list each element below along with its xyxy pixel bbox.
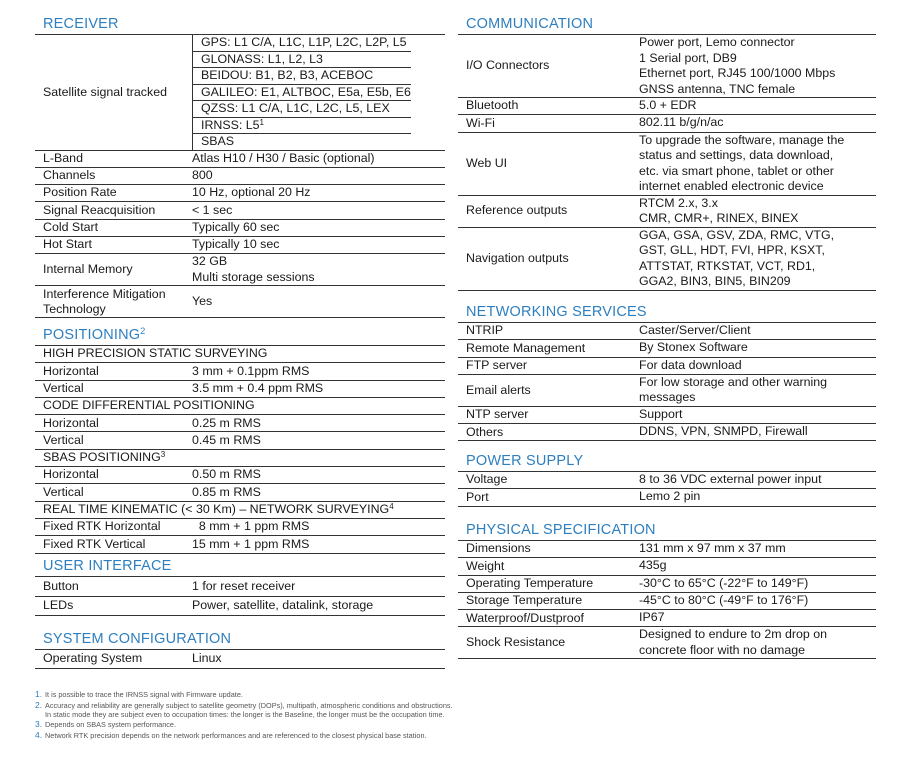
power-supply-value (639, 489, 700, 505)
networking-value-line: Support (639, 406, 683, 421)
physical-value (639, 593, 808, 609)
networking-value (639, 358, 742, 374)
receiver-label: Hot Start (43, 237, 92, 252)
receiver-label: Position Rate (43, 185, 117, 200)
communication-label: Wi-Fi (466, 115, 495, 130)
positioning-label: Vertical (43, 380, 84, 395)
communication-row (458, 196, 876, 228)
power-supply-value (639, 472, 822, 488)
networking-value (639, 340, 748, 356)
communication-value-line: GGA, GSA, GSV, ZDA, RMC, VTG, (639, 227, 835, 242)
satellite-signal-text: GLONASS: L1, L2, L3 (201, 51, 323, 66)
networking-label: FTP server (466, 357, 528, 372)
physical-rows (458, 541, 876, 659)
communication-value (639, 35, 835, 97)
communication-value-line: GNSS antenna, TNC female (639, 81, 796, 96)
system-configuration-rows (35, 650, 445, 669)
satellite-signal-item (193, 101, 411, 118)
satellite-signal-row (35, 35, 445, 151)
satellite-signal-footnote: 1 (259, 117, 264, 127)
physical-label: Storage Temperature (466, 593, 583, 608)
satellite-signal-text: BEIDOU: B1, B2, B3, ACEBOC (201, 68, 374, 82)
footnote-text: Accuracy and reliability are generally subject to satellite geometry (DOPs), multipath, atmospheric conditions and obstructions. In static mode they are subject even to occupation times: the longer is the Baseline, the longer must be the occupation time. (45, 700, 453, 719)
positioning-value: 3 mm + 0.1ppm RMS (192, 363, 310, 378)
interference-label: Interference Mitigation Technology (43, 286, 166, 316)
user-interface-row (35, 577, 445, 597)
physical-value-line: concrete floor with no damage (639, 642, 805, 657)
satellite-signal-text: IRNSS: L5 (201, 117, 260, 132)
positioning-label: Fixed RTK Horizontal (43, 519, 161, 534)
networking-label: NTRIP (466, 323, 504, 338)
satellite-signal-text: SBAS (201, 134, 235, 148)
communication-rows (458, 35, 876, 291)
positioning-group-heading (35, 450, 445, 467)
positioning-title (35, 325, 445, 346)
physical-row (458, 576, 876, 593)
networking-value-line: messages (639, 390, 696, 405)
footnote-text: It is possible to trace the IRNSS signal with Firmware update. (45, 690, 243, 699)
positioning-value: 3.5 mm + 0.4 ppm RMS (192, 380, 324, 395)
physical-row (458, 593, 876, 610)
positioning-group-heading (35, 398, 445, 415)
positioning-title-text: POSITIONING (43, 327, 141, 343)
positioning-label: Vertical (43, 484, 84, 499)
power-supply-row (458, 489, 876, 506)
footnote-number: 4. (35, 729, 43, 740)
footnote-text: Network RTK precision depends on the network performances and are referenced to the closest physical base station. (45, 730, 427, 740)
satellite-signal-text: QZSS: L1 C/A, L1C, L2C, L5, LEX (201, 101, 390, 115)
receiver-value: Typically 10 sec (192, 237, 280, 252)
internal-memory-value (192, 254, 315, 285)
positioning-label: Horizontal (43, 415, 99, 430)
physical-row (458, 610, 876, 627)
user-interface-label: Button (43, 578, 79, 593)
communication-value-line: CMR, CMR+, RINEX, BINEX (639, 211, 799, 226)
positioning-group-heading-text: CODE DIFFERENTIAL POSITIONING (43, 397, 255, 412)
communication-label: Bluetooth (466, 98, 519, 113)
user-interface-row (35, 597, 445, 617)
networking-value (639, 407, 682, 423)
physical-value-line: IP67 (639, 610, 665, 625)
communication-value-line: Ethernet port, RJ45 100/1000 Mbps (639, 66, 836, 80)
footnote-item (35, 731, 455, 740)
internal-memory-line: Multi storage sessions (192, 269, 315, 284)
networking-value-line: Caster/Server/Client (639, 323, 751, 337)
positioning-group-heading (35, 502, 445, 519)
footnote-item (35, 701, 455, 719)
communication-value-line: status and settings, data download, (639, 148, 834, 163)
networking-label: Others (466, 424, 504, 439)
power-supply-label: Port (466, 489, 489, 504)
networking-row (458, 424, 876, 441)
positioning-group-heading-text: SBAS POSITIONING (43, 449, 161, 464)
receiver-value: 800 (192, 168, 213, 183)
power-supply-value-line: Lemo 2 pin (639, 489, 701, 504)
physical-value (639, 541, 786, 557)
receiver-label: L-Band (43, 150, 83, 165)
networking-value (639, 323, 751, 339)
positioning-label: Horizontal (43, 363, 99, 378)
positioning-row (35, 536, 445, 553)
physical-section (458, 520, 876, 659)
communication-value-line: GGA2, BIN3, BIN5, BIN209 (639, 274, 791, 289)
receiver-value: Typically 60 sec (192, 220, 280, 235)
physical-label: Operating Temperature (466, 575, 594, 590)
satellite-signal-values (192, 35, 411, 150)
user-interface-rows (35, 577, 445, 616)
communication-section (458, 14, 876, 291)
user-interface-section (35, 556, 445, 616)
receiver-row (35, 220, 445, 237)
internal-memory-row (35, 254, 445, 286)
networking-value-line: For data download (639, 357, 742, 372)
satellite-signal-text: GALILEO: E1, ALTBOC, E5a, E5b, E6 (201, 84, 411, 99)
receiver-label: Cold Start (43, 220, 99, 235)
networking-label: Remote Management (466, 340, 586, 355)
communication-value (639, 98, 697, 114)
communication-value-line: Power port, Lemo connector (639, 35, 795, 49)
footnote-item (35, 690, 455, 699)
footnotes (35, 690, 455, 741)
communication-value (639, 115, 724, 131)
positioning-groups (35, 346, 445, 554)
positioning-group-heading-text: HIGH PRECISION STATIC SURVEYING (43, 346, 268, 360)
physical-value (639, 610, 665, 626)
networking-row (458, 340, 876, 357)
networking-row (458, 358, 876, 375)
networking-value-line: DDNS, VPN, SNMPD, Firewall (639, 424, 808, 439)
communication-value-line: To upgrade the software, manage the (639, 132, 845, 147)
networking-rows (458, 323, 876, 441)
receiver-row (35, 185, 445, 202)
positioning-row (35, 363, 445, 380)
physical-value (639, 576, 808, 592)
footnote-item (35, 720, 455, 729)
internal-memory-line: 32 GB (192, 254, 228, 269)
positioning-group-footnote: 3 (160, 449, 166, 459)
receiver-value: < 1 sec (192, 202, 233, 217)
physical-value (639, 627, 827, 658)
networking-row (458, 375, 876, 407)
positioning-group-heading-cell (35, 450, 165, 466)
communication-title: COMMUNICATION (458, 14, 876, 35)
physical-title: PHYSICAL SPECIFICATION (458, 520, 876, 541)
networking-label: Email alerts (466, 382, 531, 397)
receiver-value: 10 Hz, optional 20 Hz (192, 185, 311, 200)
power-supply-section (458, 451, 876, 507)
power-supply-row (458, 472, 876, 489)
physical-value-line: -30°C to 65°C (-22°F to 149°F) (639, 575, 809, 590)
networking-value-line: For low storage and other warning (639, 374, 828, 389)
power-supply-rows (458, 472, 876, 507)
footnote-number: 2. (35, 699, 43, 710)
communication-value-line: GST, GLL, HDT, FVI, HPR, KSXT, (639, 243, 825, 258)
physical-value-line: -45°C to 80°C (-49°F to 176°F) (639, 592, 809, 607)
interference-value: Yes (192, 294, 213, 309)
communication-row (458, 35, 876, 98)
power-supply-label: Voltage (466, 472, 508, 487)
networking-title: NETWORKING SERVICES (458, 302, 876, 323)
internal-memory-label: Internal Memory (43, 262, 133, 277)
satellite-signal-item (193, 52, 411, 69)
satellite-signal-label: Satellite signal tracked (43, 84, 167, 99)
networking-label: NTP server (466, 407, 529, 422)
communication-value-line: RTCM 2.x, 3.x (639, 195, 718, 210)
positioning-label: Vertical (43, 432, 84, 447)
networking-value-line: By Stonex Software (639, 340, 748, 355)
networking-row (458, 407, 876, 424)
communication-value-line: 802.11 b/g/n/ac (639, 115, 724, 130)
positioning-value: 0.25 m RMS (192, 415, 261, 430)
positioning-value: 0.45 m RMS (192, 432, 261, 447)
communication-value (639, 196, 798, 227)
networking-row (458, 323, 876, 340)
receiver-value: Atlas H10 / H30 / Basic (optional) (192, 150, 375, 165)
receiver-row (35, 151, 445, 168)
communication-value-line: 5.0 + EDR (639, 98, 697, 112)
footnote-number: 1. (35, 689, 43, 699)
user-interface-value: 1 for reset receiver (192, 578, 296, 593)
positioning-row (35, 381, 445, 398)
communication-label: Reference outputs (466, 203, 568, 218)
networking-section (458, 302, 876, 441)
physical-label: Waterproof/Dustproof (466, 610, 584, 625)
positioning-group-heading-text: REAL TIME KINEMATIC (< 30 Km) – NETWORK SURVEYING (43, 501, 390, 516)
system-configuration-title: SYSTEM CONFIGURATION (35, 629, 445, 650)
satellite-signal-item (193, 68, 411, 85)
positioning-group-heading-cell (35, 502, 394, 518)
positioning-label: Horizontal (43, 467, 99, 482)
positioning-value: 8 mm + 1 ppm RMS (192, 519, 310, 534)
physical-row (458, 627, 876, 659)
positioning-group-footnote: 4 (389, 501, 394, 511)
communication-row (458, 98, 876, 115)
networking-value (639, 424, 808, 440)
satellite-signal-text: GPS: L1 C/A, L1C, L1P, L2C, L2P, L5 (201, 35, 407, 49)
footnote-number: 3. (35, 719, 43, 729)
positioning-label: Fixed RTK Vertical (43, 536, 146, 551)
user-interface-label: LEDs (43, 598, 74, 612)
positioning-row (35, 432, 445, 449)
positioning-row (35, 415, 445, 432)
satellite-signal-item (193, 35, 411, 52)
communication-row (458, 115, 876, 132)
receiver-row (35, 202, 445, 219)
physical-value-line: 131 mm x 97 mm x 37 mm (639, 541, 786, 555)
positioning-value: 0.85 m RMS (192, 484, 261, 499)
physical-label: Weight (466, 558, 505, 573)
physical-row (458, 558, 876, 575)
physical-row (458, 541, 876, 558)
communication-value-line: internet enabled electronic device (639, 179, 824, 194)
communication-value-line: 1 Serial port, DB9 (639, 50, 737, 65)
receiver-title: RECEIVER (35, 14, 445, 35)
power-supply-value-line: 8 to 36 VDC external power input (639, 472, 822, 486)
positioning-row (35, 467, 445, 484)
networking-value (639, 375, 827, 406)
receiver-rows (35, 151, 445, 255)
communication-row (458, 228, 876, 291)
positioning-group-heading-cell (35, 398, 255, 414)
system-configuration-row (35, 650, 445, 669)
interference-row (35, 286, 445, 318)
communication-label: Web UI (466, 155, 508, 170)
physical-value-line: 435g (639, 558, 667, 573)
receiver-section (35, 14, 445, 318)
footnote-text: Depends on SBAS system performance. (45, 720, 177, 729)
positioning-title-footnote: 2 (140, 326, 146, 336)
communication-value-line: etc. via smart phone, tablet or other (639, 163, 834, 178)
positioning-group-heading (35, 346, 445, 363)
positioning-value: 0.50 m RMS (192, 467, 261, 482)
physical-label: Shock Resistance (466, 635, 566, 650)
physical-value (639, 558, 667, 574)
satellite-signal-item (193, 118, 411, 135)
physical-label: Dimensions (466, 541, 531, 556)
user-interface-value: Power, satellite, datalink, storage (192, 598, 374, 612)
receiver-row (35, 237, 445, 254)
satellite-signal-item (193, 85, 411, 102)
satellite-signal-item (193, 134, 411, 150)
communication-value-line: ATTSTAT, RTKSTAT, VCT, RD1, (639, 258, 816, 273)
positioning-row (35, 484, 445, 501)
system-configuration-label: Operating System (43, 651, 143, 666)
system-configuration-section (35, 629, 445, 669)
positioning-value: 15 mm + 1 ppm RMS (192, 536, 310, 551)
user-interface-title: USER INTERFACE (35, 556, 445, 577)
communication-value (639, 133, 844, 195)
communication-row (458, 133, 876, 196)
power-supply-title: POWER SUPPLY (458, 451, 876, 472)
communication-label: I/O Connectors (466, 58, 550, 73)
positioning-group-heading-cell (35, 346, 267, 362)
receiver-label: Signal Reacquisition (43, 202, 156, 217)
positioning-section (35, 325, 445, 554)
system-configuration-value: Linux (192, 651, 222, 666)
receiver-row (35, 168, 445, 185)
receiver-label: Channels (43, 168, 96, 183)
physical-value-line: Designed to endure to 2m drop on (639, 627, 828, 642)
communication-value (639, 228, 834, 290)
communication-label: Navigation outputs (466, 250, 569, 265)
positioning-row (35, 519, 445, 536)
